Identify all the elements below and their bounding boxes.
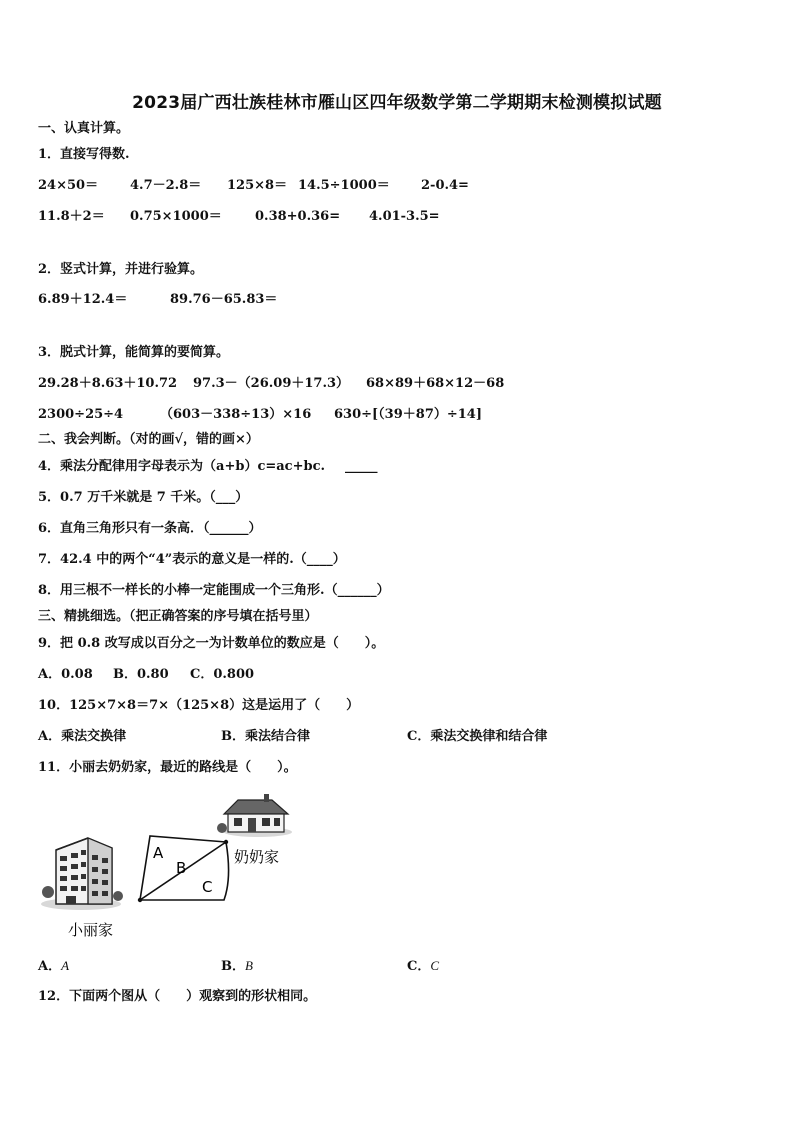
q9-option-a: A．0.08 xyxy=(38,667,93,682)
page-title: 2023届广西壮族桂林市雁山区四年级数学第二学期期末检测模拟试题 xyxy=(132,93,662,113)
q6-text: 6．直角三角形只有一条高．（______） xyxy=(38,521,262,536)
section-3-heading: 三、精挑细选。（把正确答案的序号填在括号里） xyxy=(38,609,318,624)
q5-text: 5．0.7 万千米就是 7 千米。（___） xyxy=(38,490,249,505)
q4-answer-blank: _____ xyxy=(345,459,378,474)
q9-option-c: C．0.800 xyxy=(190,667,255,682)
q12-stem: 12．下面两个图从（ ）观察到的形状相同。 xyxy=(38,989,317,1004)
q3-item: 68×89＋68×12－68 xyxy=(366,376,505,391)
q9-stem: 9．把 0.8 改写成以百分之一为计数单位的数应是（ ）。 xyxy=(38,636,385,651)
q9-option-b: B．0.80 xyxy=(113,667,169,682)
q10-option-b: B．乘法结合律 xyxy=(221,729,310,744)
q3-item: 29.28＋8.63＋10.72 xyxy=(38,376,178,391)
section-2-heading: 二、我会判断。（对的画√，错的画×） xyxy=(38,432,259,447)
q3-item: 97.3－（26.09＋17.3） xyxy=(193,376,350,391)
apartment-building-icon xyxy=(41,838,123,910)
q1-item: 2-0.4= xyxy=(421,178,469,193)
route-label-a: A xyxy=(153,844,164,862)
q11-option-b: B．B xyxy=(221,958,253,974)
q1-item: 4.01-3.5= xyxy=(369,209,440,224)
q10-stem: 10．125×7×8＝7×（125×8）这是运用了（ ） xyxy=(38,698,360,713)
q1-item: 125×8＝ xyxy=(227,178,288,193)
q1-item: 24×50＝ xyxy=(38,178,99,193)
q2-item: 89.76－65.83＝ xyxy=(170,292,278,307)
q2-item: 6.89＋12.4＝ xyxy=(38,292,128,307)
q11-option-a: A．A xyxy=(38,958,70,974)
q3-label: 3．脱式计算，能简算的要简算。 xyxy=(38,345,230,360)
q1-item: 0.75×1000＝ xyxy=(130,209,222,224)
route-label-c: C xyxy=(202,878,213,896)
q11-stem: 11．小丽去奶奶家，最近的路线是（ ）。 xyxy=(38,760,297,775)
q1-label: 1．直接写得数. xyxy=(38,147,130,162)
q3-item: 2300÷25÷4 xyxy=(38,407,124,422)
q7-text: 7．42.4 中的两个“4”表示的意义是一样的.（____） xyxy=(38,552,346,567)
q3-item: 630÷[（39＋87）÷14] xyxy=(334,407,482,422)
q11-option-c: C．C xyxy=(407,958,440,974)
q3-item: （603－338÷13）×16 xyxy=(160,407,312,422)
grandma-home-label: 奶奶家 xyxy=(234,848,280,866)
q1-item: 14.5÷1000＝ xyxy=(298,178,390,193)
q1-item: 0.38+0.36= xyxy=(255,209,341,224)
q10-option-a: A．乘法交换律 xyxy=(38,729,127,744)
route-diagram xyxy=(36,792,306,944)
house-icon xyxy=(217,794,292,837)
section-1-heading: 一、认真计算。 xyxy=(38,121,130,136)
q8-text: 8．用三根不一样长的小棒一定能围成一个三角形.（______） xyxy=(38,583,390,598)
q10-option-c: C．乘法交换律和结合律 xyxy=(407,729,548,744)
q1-item: 11.8＋2＝ xyxy=(38,209,105,224)
xiaoli-home-label: 小丽家 xyxy=(68,921,114,939)
q2-label: 2．竖式计算，并进行验算。 xyxy=(38,262,204,277)
route-label-b: B xyxy=(176,859,187,877)
q4-text: 4．乘法分配律用字母表示为（a+b）c=ac+bc. xyxy=(38,459,326,474)
q1-item: 4.7－2.8＝ xyxy=(130,178,202,193)
